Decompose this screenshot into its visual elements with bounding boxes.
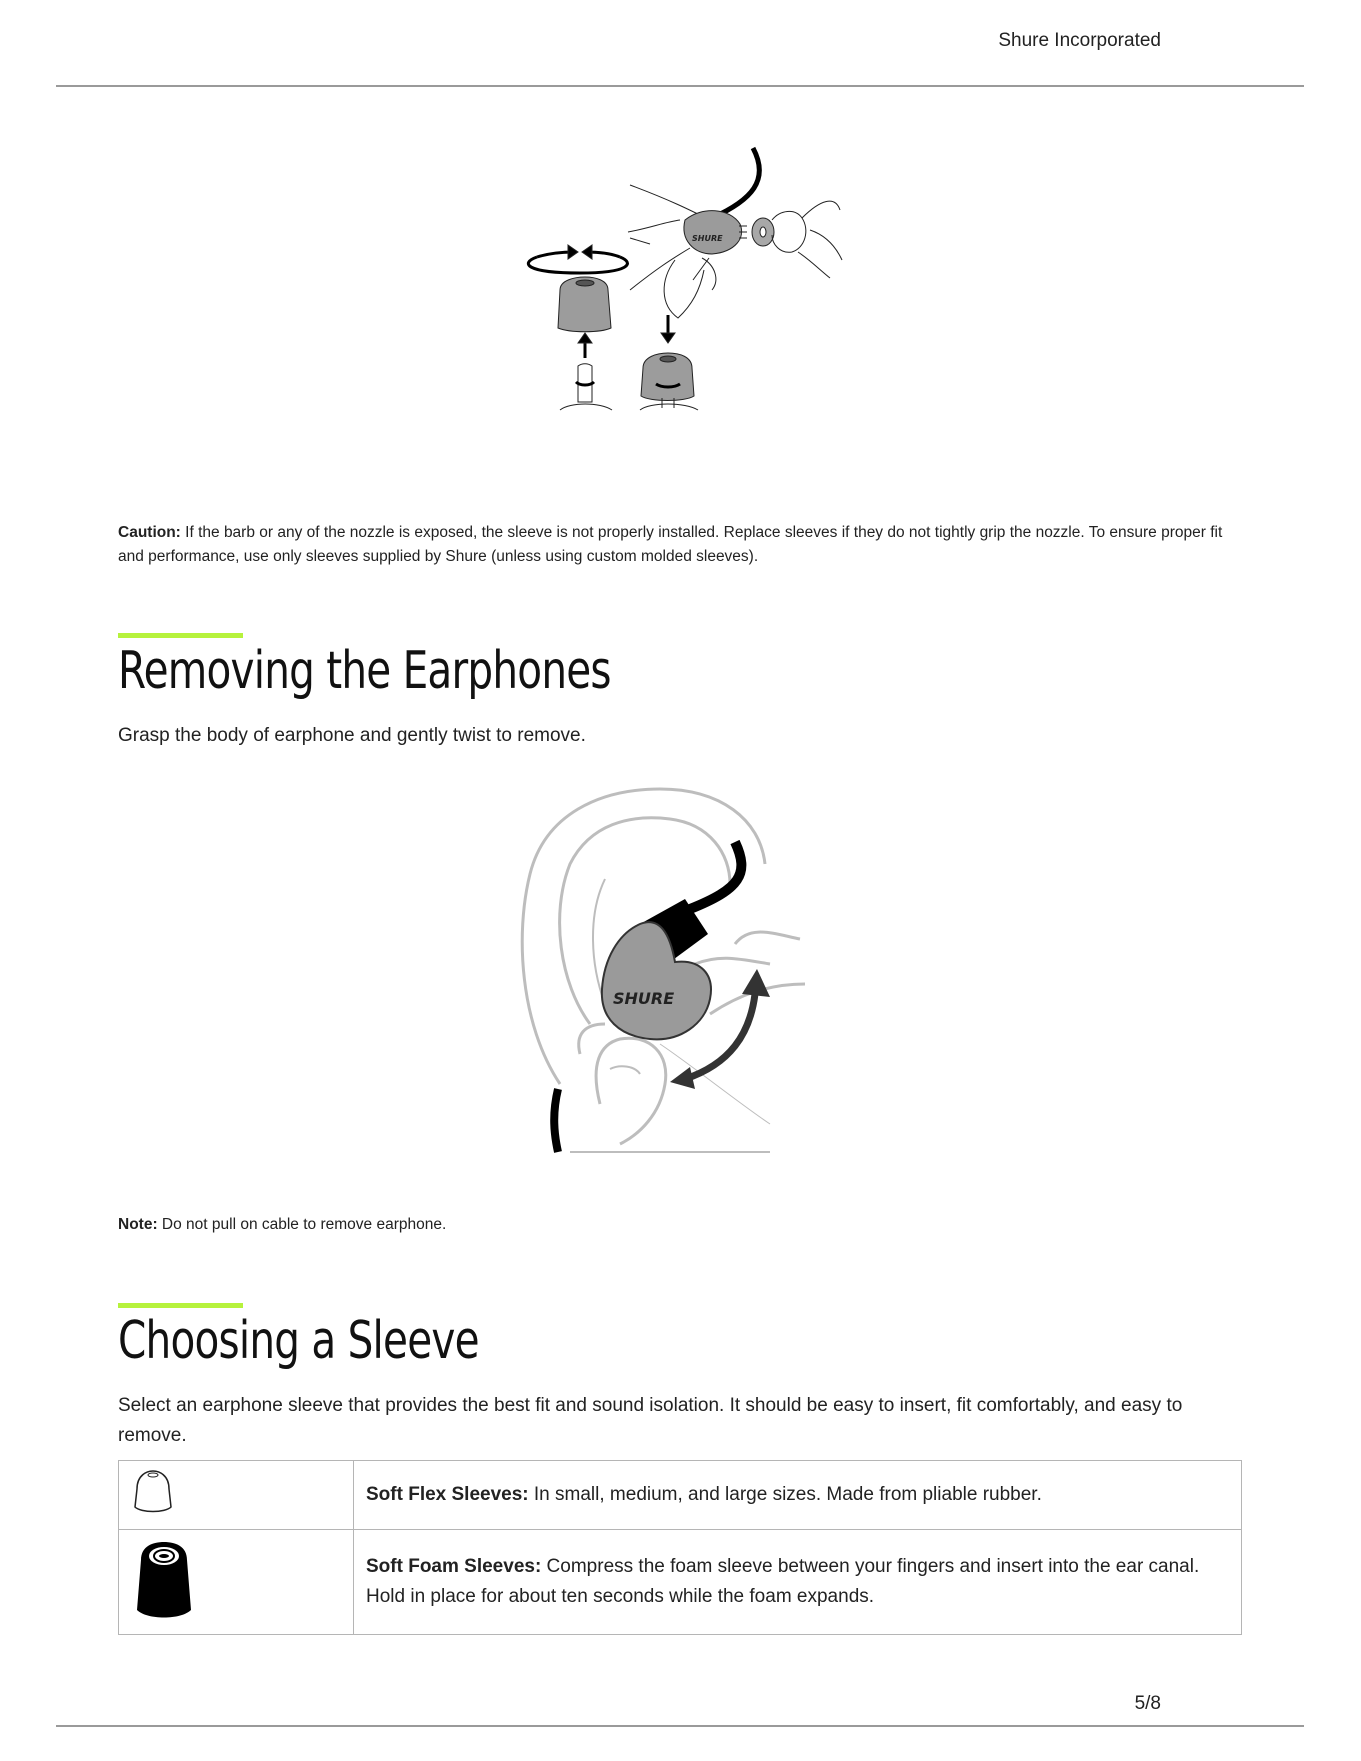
- table-row: [119, 1461, 1242, 1530]
- caution-label: Caution:: [118, 524, 181, 541]
- sleeve-desc: Compress the foam sleeve between your fingers and insert into the ear canal. Hold in place for about ten seconds while the foam expands.: [366, 1556, 1200, 1607]
- caution-body: If the barb or any of the nozzle is exposed, the sleeve is not properly installed. Replace sleeves if they do not tightly grip the nozzle. To ensure proper fit and performance, use only sleeves supplied by Shure (unless using custom molded sleeves).: [118, 524, 1223, 565]
- note-label: Note:: [118, 1216, 158, 1233]
- note-text: [118, 1216, 446, 1234]
- section-title-choosing: Choosing a Sleeve: [118, 1311, 479, 1371]
- table-cell-image: [119, 1530, 354, 1635]
- section-accent-choosing: [118, 1303, 243, 1308]
- page-number: 5/8: [1134, 1693, 1161, 1714]
- removing-body: Grasp the body of earphone and gently twist to remove.: [118, 725, 586, 746]
- table-cell-image: [119, 1461, 354, 1530]
- svg-text:SHURE: SHURE: [692, 234, 723, 243]
- header-divider: [56, 85, 1304, 87]
- table-cell-desc: [354, 1530, 1242, 1635]
- header-company: Shure Incorporated: [998, 30, 1161, 51]
- sleeve-install-illustration: [480, 140, 850, 460]
- section-accent-removing: [118, 633, 243, 638]
- soft-foam-sleeve-icon: [129, 1536, 199, 1622]
- sleeve-table: [118, 1460, 1242, 1635]
- soft-flex-sleeve-icon: [129, 1467, 177, 1517]
- sleeve-desc: In small, medium, and large sizes. Made from pliable rubber.: [528, 1484, 1042, 1505]
- table-cell-desc: [354, 1461, 1242, 1530]
- sleeve-name: Soft Flex Sleeves:: [366, 1484, 529, 1505]
- choosing-body: Select an earphone sleeve that provides the best fit and sound isolation. It should be easy to insert, fit comfortably, and easy to remove.: [118, 1395, 1183, 1446]
- sleeve-name: Soft Foam Sleeves:: [366, 1556, 542, 1577]
- svg-text:SHURE: SHURE: [613, 989, 675, 1008]
- note-body: Do not pull on cable to remove earphone.: [157, 1216, 447, 1233]
- table-row: [119, 1530, 1242, 1635]
- caution-text: [118, 521, 1243, 569]
- section-title-removing: Removing the Earphones: [118, 641, 611, 701]
- earphone-removal-illustration: [510, 784, 810, 1154]
- footer-divider: [56, 1725, 1304, 1727]
